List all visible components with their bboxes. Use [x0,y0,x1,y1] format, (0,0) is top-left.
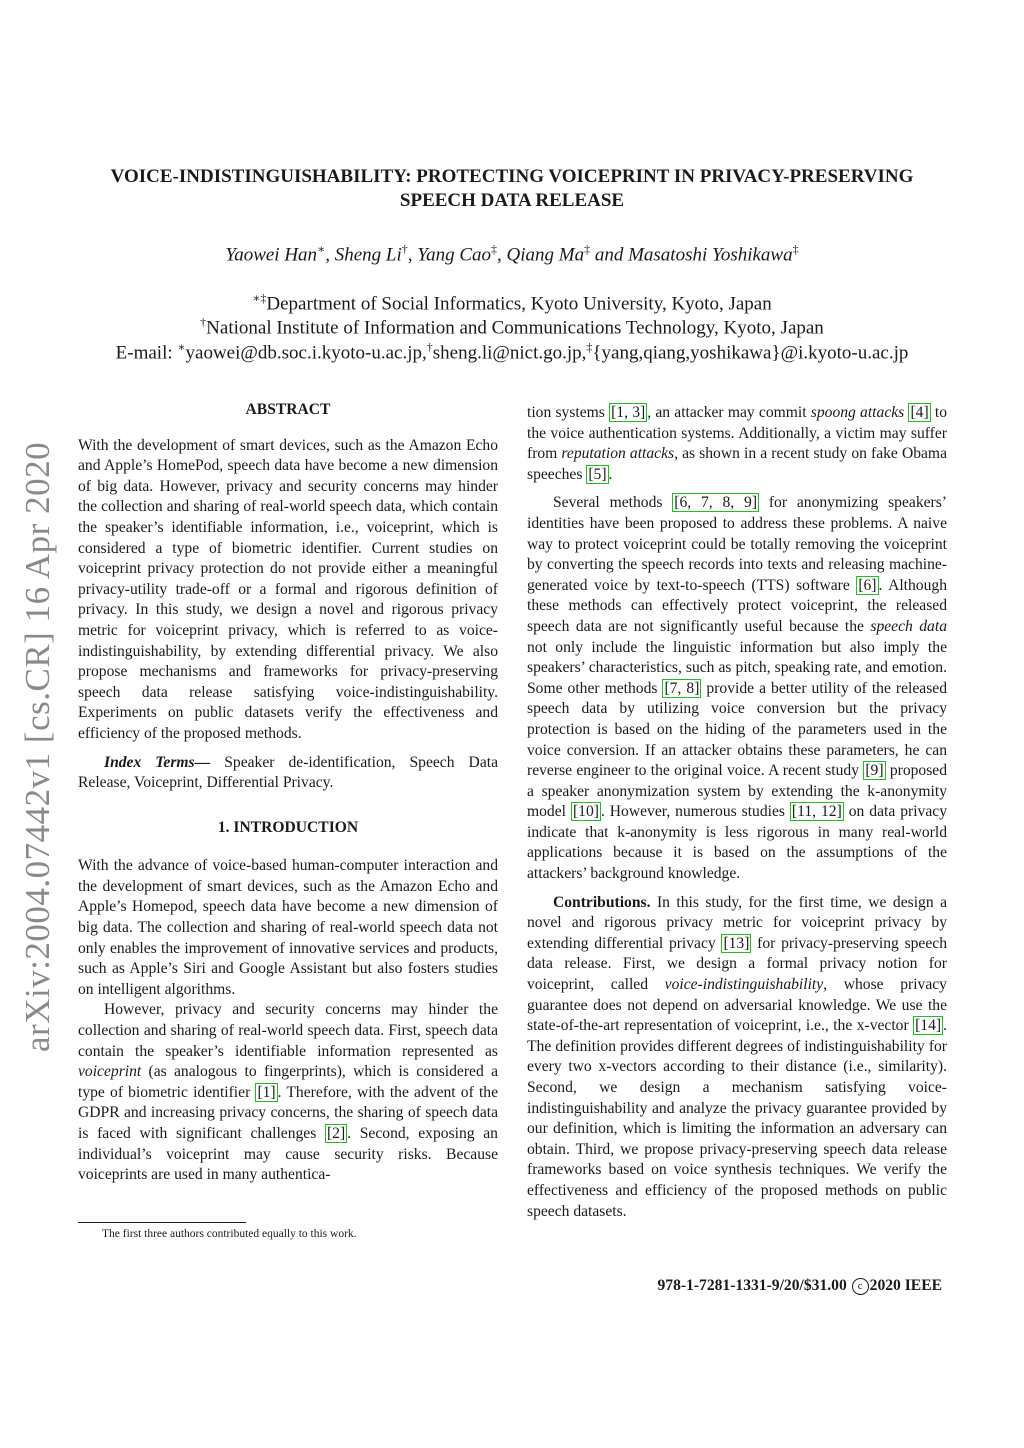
citation-link[interactable]: [2] [326,1125,346,1142]
citation-link[interactable]: [6] [858,576,877,594]
abstract-heading: ABSTRACT [245,401,331,418]
email-link[interactable]: sheng.li@nict.go.jp, [432,342,587,364]
intro-paragraph-2: However, privacy and security concerns may hinder the collection and sharing of real-world speech data. First, speech data contain the speaker’s identifiable information represented as voiceprint (as analogous to fingerprints), which is considered a type of biometric identifier [1] . Therefore, with the advent of the GDPR and increasing privacy concerns, the sharing of speech data is faced with significant challenges [2] . Second, exposing an individual’s voiceprint may cause security risks. Because voiceprints are used in many authentica- [78,1001,499,1184]
citation-link[interactable]: [1] [257,1083,276,1101]
body-paragraph-methods: Several methods [6, 7, 8, 9] for anonymizing speakers’ identities have been proposed to address these problems. A naive way to protect voiceprint could be totally removing the voiceprint by converting the speech records into texts and releasing machine-generated voice by text-to-speech (TTS) software [6] . Although these methods can effectively protect voiceprint, the released speech data are not significantly useful because the speech data not only include the linguistic information but also imply the speakers’ characteristics, such as pitch, speaking rate, and emotion. Some other methods [7, 8] provide a better utility of the released speech data by utilizing voice conversion but the privacy protection is based on the hiding of the parameters used in the voice conversion. If an attacker obtains these parameters, he can reverse engineer to the original voice. A recent study [9] proposed a speaker anonymization system by extending the k-anonymity model [10] . However, numerous studies [11, 12] on data privacy indicate that k-anonymity is less rigorous in many real-world applications because it is based on the assumptions of the attackers’ background knowledge. [527,494,947,883]
author-name: Yaowei Han [225,244,318,266]
affiliation-nict: †National Institute of Information and Communications Technology, Kyoto, Japan [200,315,824,339]
citation-link[interactable]: [1, 3] [611,404,646,421]
affiliation-kyoto: ∗‡Department of Social Informatics, Kyoto University, Kyoto, Japan [252,291,772,315]
citation-link[interactable]: [13] [723,934,750,952]
index-terms: Index Terms— Speaker de-identification, Speech Data Release, Voiceprint, Differential Privacy. [78,753,498,792]
citation-link[interactable]: [4] [910,404,929,421]
footnote-rule [78,1222,246,1223]
citation-link[interactable]: [5] [588,465,607,483]
intro-paragraph-1: With the advance of voice-based human-computer interaction and the development of smart devices, such as the Amazon Echo and Apple’s Homepod, speech data have become a new dimension of big data. The collection and sharing of real-world speech data not only enables the improvement of innovative services and products, such as Apple’s Siri and Google Assistant but also fosters studies on intelligent algorithms. [78,857,498,998]
paper-title-line-2: SPEECH DATA RELEASE [399,190,625,211]
left-column [78,400,498,1186]
author-name: Yang Cao [417,244,491,266]
citation-link[interactable]: [9] [865,762,884,780]
email-link[interactable]: {yang,qiang,yoshikawa}@i.kyoto-u.ac.jp [592,342,909,364]
abstract-body: With the development of smart devices, such as the Amazon Echo and Apple’s HomePod, speech data have become a new dimension of big data. However, privacy and security concerns may hinder the collection and sharing of real-world speech data, which contain the speaker’s identifiable information, i.e., voiceprint, which is considered a type of biometric identifier. Current studies on voiceprint privacy protection do not provide either a meaningful privacy-utility trade-off or a formal and rigorous definition of privacy. In this study, we design a novel and rigorous privacy metric for voiceprint privacy, which is referred to as voice-indistinguishability, by extending differential privacy. We also propose mechanisms and frameworks for privacy-preserving speech data release satisfying voice-indistinguishability. Experiments on public datasets verify the effectiveness and efficiency of the proposed methods. [78,436,498,742]
right-column [527,403,947,1222]
author-mark: ‡ [584,242,591,256]
citation-link[interactable]: [14] [915,1017,942,1035]
arxiv-identifier: arXiv:2004.07442v1 [cs.CR] 16 Apr 2020 [18,441,57,1052]
author-mark: ‡ [792,242,799,256]
author-mark: ∗ [317,242,326,256]
email-link[interactable]: yaowei@db.soc.i.kyoto-u.ac.jp, [185,342,427,364]
body-paragraph-contributions: Contributions. In this study, for the first time, we design a novel and rigorous privacy metric for voiceprint privacy by extending differential privacy [13] for privacy-preserving speech data release. First, we design a formal privacy notion for voiceprint, called voice-indistinguishability, whose privacy guarantee does not depend on adversarial knowledge. We use the state-of-the-art representation of voiceprint, i.e., the x-vector [14] . The definition provides different degrees of indistinguishability for every two x-vectors according to their distance (i.e., similarity). Second, we design a mechanism satisfying voice-indistinguishability and analyze the privacy guarantee provided by our definition, which is limiting the information an adversary can obtain. Third, we propose privacy-preserving speech data release frameworks based on voice synthesis techniques. We verify the effectiveness and efficiency of the proposed methods on public speech datasets. [527,893,947,1220]
author-mark: † [401,242,408,256]
author-name: Qiang Ma [506,244,585,266]
citation-link[interactable]: [10] [572,803,599,821]
introduction-heading: 1. INTRODUCTION [217,818,359,836]
author-list: Yaowei Han∗, Sheng Li†, Yang Cao‡, Qiang Ma‡ and Masatoshi Yoshikawa‡ [225,242,799,266]
citation-link[interactable]: [11, 12] [791,803,842,821]
body-paragraph-continued: tion systems [1, 3] , an attacker may commit spoong attacks [4] to the voice authentication systems. Additionally, a victim may suffer from reputation attacks, as shown in a recent study on fake Obama speeches [5] . [527,404,948,483]
citation-link[interactable]: [7, 8] [664,679,700,697]
author-name: Sheng Li [334,244,402,266]
author-mark: ‡ [491,242,497,256]
author-name: Masatoshi Yoshikawa [628,244,793,266]
footnote: The first three authors contributed equally to this work. [102,1228,357,1240]
paper-title-line-1: VOICE-INDISTINGUISHABILITY: PROTECTING VOICEPRINT IN PRIVACY-PRESERVING [110,166,914,187]
author-emails: E-mail: ∗yaowei@db.soc.i.kyoto-u.ac.jp,†sheng.li@nict.go.jp,‡{yang,qiang,yoshikawa}@i.kyoto-u.ac.jp [115,340,909,364]
citation-link[interactable]: [6, 7, 8, 9] [674,494,758,512]
copyright-icon: c [852,1278,869,1295]
copyright-notice: 978-1-7281-1331-9/20/$31.00 c 2020 IEEE [657,1277,942,1294]
